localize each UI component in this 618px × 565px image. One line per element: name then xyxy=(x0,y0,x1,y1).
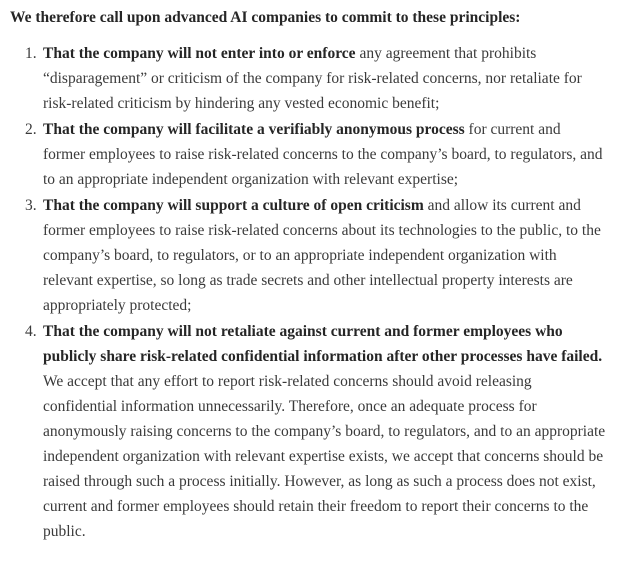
list-item xyxy=(10,319,608,544)
principle-body: for current and former employees to raise risk-related concerns to the company’s board, to regulators, and to an appropriate independent organization with relevant expertise; xyxy=(43,121,603,188)
principle-body: and allow its current and former employees to raise risk-related concerns about its technologies to the public, to the company’s board, to regulators, or to an appropriate independent organization with relevant expertise, so long as trade secrets and other intellectual property interests are appropriately protected; xyxy=(43,197,601,314)
list-item xyxy=(10,41,608,116)
list-item-number: 3. xyxy=(25,197,37,214)
list-item xyxy=(10,193,608,318)
principle-body: We accept that any effort to report risk-related concerns should avoid releasing confidential information unnecessarily. Therefore, once an adequate process for anonymously raising concerns to the company’s board, to regulators, and to an appropriate independent organization with relevant expertise exists, we accept that concerns should be raised through such a process initially. However, as long as such a process does not exist, current and former employees should retain their freedom to report their concerns to the public. xyxy=(43,373,606,540)
document-heading: We therefore call upon advanced AI companies to commit to these principles: xyxy=(10,9,521,26)
principle-lead: That the company will facilitate a verifiably anonymous process xyxy=(43,121,465,138)
list-item xyxy=(10,117,608,192)
principle-lead: That the company will support a culture of open criticism xyxy=(43,197,424,214)
principle-lead: That the company will not enter into or enforce xyxy=(43,45,356,62)
list-item-number: 2. xyxy=(25,121,37,138)
list-item-number: 1. xyxy=(25,45,37,62)
principles-list xyxy=(10,41,608,544)
principle-lead: That the company will not retaliate against current and former employees who publicly share risk-related confidential information after other processes have failed. xyxy=(43,323,603,365)
principle-body: any agreement that prohibits “disparagement” or criticism of the company for risk-related concerns, nor retaliate for risk-related criticism by hindering any vested economic benefit; xyxy=(43,45,582,112)
list-item-number: 4. xyxy=(25,323,37,340)
